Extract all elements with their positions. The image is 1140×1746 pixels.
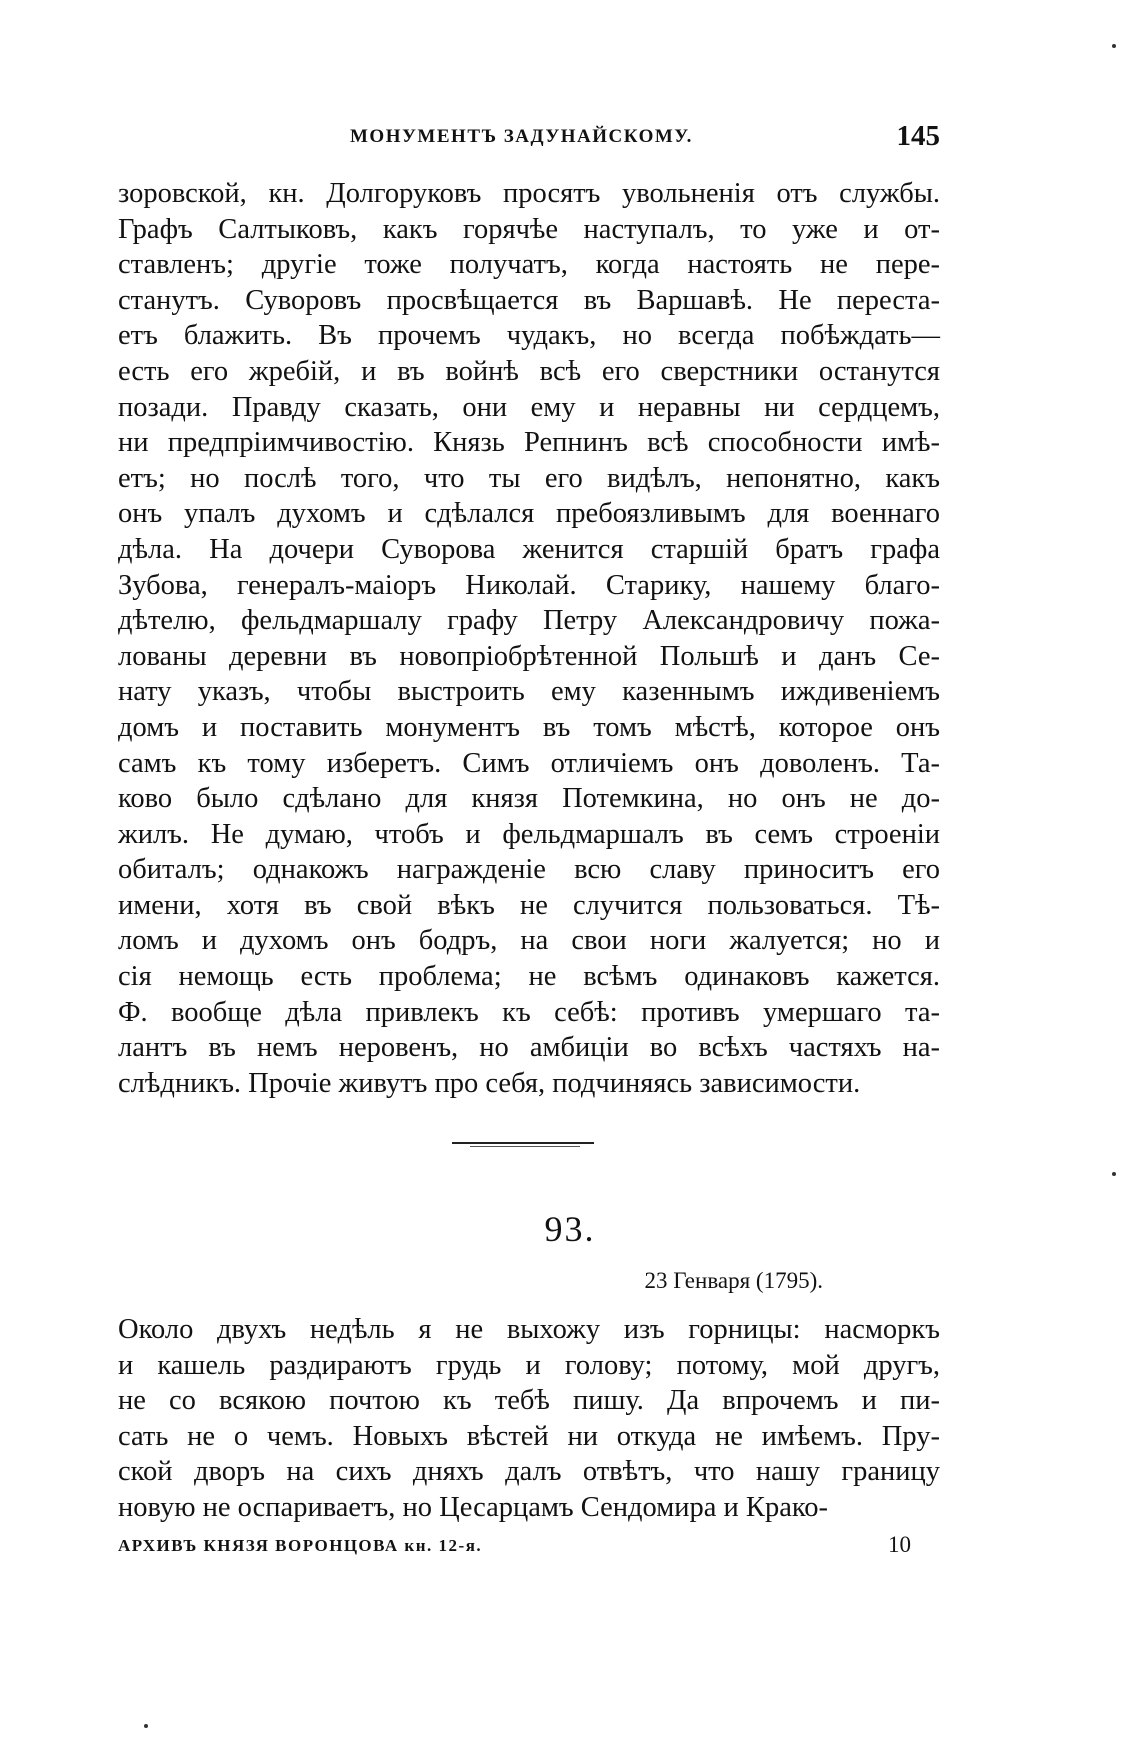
text-line: домъ и поставить монументъ въ томъ мѣстѣ, которое онъ	[118, 711, 940, 743]
running-title: МОНУМЕНТЪ ЗАДУНАЙСКОМУ.	[350, 126, 693, 147]
text-line: етъ; но послѣ того, что ты его видѣлъ, непонятно, какъ	[118, 462, 940, 494]
text-line: онъ упалъ духомъ и сдѣлался пребоязливымъ для военнаго	[118, 498, 940, 530]
letter-paragraph	[118, 1312, 940, 1526]
text-line: ни предпріимчивостію. Князь Репнинъ всѣ способности имѣ-	[118, 427, 940, 459]
print-speck	[144, 1724, 148, 1728]
text-line: новую не оспариваетъ, но Цесарцамъ Сендомира и Крако-	[118, 1491, 828, 1523]
page-header	[118, 120, 940, 156]
text-line: жилъ. Не думаю, чтобъ и фельдмаршалъ въ семъ строеніи	[118, 818, 940, 850]
text-line: слѣдникъ. Прочіе живутъ про себя, подчиняясь зависимости.	[118, 1067, 861, 1099]
text-line: Ф. вообще дѣла привлекъ къ себѣ: противъ умершаго та-	[118, 996, 940, 1028]
text-line: есть его жребій, и въ войнѣ всѣ его сверстники останутся	[118, 355, 940, 387]
text-line: дѣла. На дочери Суворова женится старшій братъ графа	[118, 533, 940, 565]
text-line: ково было сдѣлано для князя Потемкина, но онъ не до-	[118, 783, 940, 815]
text-line: ставленъ; другіе тоже получатъ, когда настоять не пере-	[118, 249, 940, 281]
text-line: имени, хотя въ свой вѣкъ не случится пользоваться. Тѣ-	[118, 889, 940, 921]
text-line: лованы деревни въ новопріобрѣтенной Польшѣ и данъ Се-	[118, 640, 940, 672]
text-line: станутъ. Суворовъ просвѣщается въ Варшавѣ. Не переста-	[118, 284, 940, 316]
page-footer	[118, 1532, 940, 1562]
text-line: Около двухъ недѣль я не выхожу изъ горницы: насморкъ	[118, 1314, 940, 1345]
print-speck	[1112, 1172, 1116, 1176]
print-speck	[1112, 44, 1116, 48]
text-line: Зубова, генералъ-маіоръ Николай. Старику, нашему благо-	[118, 569, 940, 601]
section-divider-underline	[470, 1146, 580, 1147]
text-line: Графъ Салтыковъ, какъ горячѣе наступалъ, то уже и от-	[118, 213, 940, 245]
paragraph-continued	[118, 176, 940, 1101]
text-line: сать не о чемъ. Новыхъ вѣстей ни откуда не имѣемъ. Пру-	[118, 1420, 940, 1452]
text-line: самъ къ тому изберетъ. Симъ отличіемъ онъ доволенъ. Та-	[118, 747, 940, 779]
text-line: не со всякою почтою къ тебѣ пишу. Да впрочемъ и пи-	[118, 1385, 940, 1417]
section-divider	[452, 1142, 594, 1144]
letter-number: 93.	[544, 1209, 596, 1249]
text-line: дѣтелю, фельдмаршалу графу Петру Александровичу пожа-	[118, 605, 940, 637]
signature-number: 10	[888, 1532, 911, 1557]
text-line: позади. Правду сказать, они ему и неравны ни сердцемъ,	[118, 391, 940, 423]
text-line: етъ блажить. Въ прочемъ чудакъ, но всегда побѣждать—	[118, 320, 940, 352]
page-number: 145	[896, 120, 940, 152]
text-line: обиталъ; однакожъ награжденіе всю славу приноситъ его	[118, 854, 940, 886]
text-line: и кашель раздираютъ грудь и голову; потому, мой другъ,	[118, 1349, 940, 1381]
text-line: ской дворъ на сихъ дняхъ далъ отвѣтъ, что нашу границу	[118, 1456, 940, 1488]
signature-mark: АРХИВЪ КНЯЗЯ ВОРОНЦОВА кн. 12-я.	[118, 1536, 483, 1555]
text-line: лантъ въ немъ неровенъ, но амбиціи во всѣхъ частяхъ на-	[118, 1032, 940, 1064]
letter-date: 23 Генваря (1795).	[644, 1268, 823, 1293]
text-line: зоровской, кн. Долгоруковъ просятъ увольненія отъ службы.	[118, 178, 940, 209]
text-line: ломъ и духомъ онъ бодръ, на свои ноги жалуется; но и	[118, 925, 940, 957]
text-line: нату указъ, чтобы выстроить ему казеннымъ иждивеніемъ	[118, 676, 940, 708]
text-line: сія немощь есть проблема; не всѣмъ одинаковъ кажется.	[118, 961, 940, 993]
